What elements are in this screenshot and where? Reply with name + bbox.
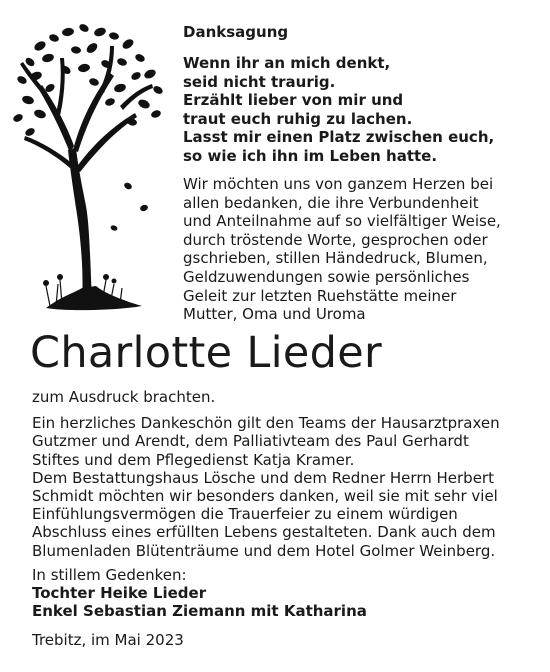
poem-line: seid nicht traurig.	[183, 72, 336, 91]
body-line: Dem Bestattungshaus Lösche und dem Redner Herrn Herbert	[32, 468, 494, 487]
closing-daughter: Tochter Heike Lieder	[32, 584, 207, 603]
poem-line: Erzählt lieber von mir und	[183, 91, 404, 109]
body-line: Blumenladen Blütenträume und dem Hotel Golmer Weinberg.	[32, 541, 496, 560]
body-line: Abschluss eines erfüllten Lebens gestalteten. Dank auch dem	[32, 523, 496, 542]
closing-block	[32, 566, 367, 621]
poem-line: so wie ich ihn im Leben hatte.	[183, 146, 438, 165]
body-text	[32, 388, 532, 560]
poem-line: Lasst mir einen Platz zwischen euch,	[183, 128, 495, 146]
body-line: Schmidt möchten wir besonders danken, weil sie mit sehr viel	[32, 487, 498, 506]
deceased-name: Charlotte Lieder	[30, 328, 382, 378]
thanks-line: durch tröstende Worte, gesprochen oder	[183, 230, 488, 249]
closing-grandson: Enkel Sebastian Ziemann mit Katharina	[32, 602, 367, 621]
tree-illustration	[10, 18, 170, 318]
closing-intro: In stillem Gedenken:	[32, 566, 187, 584]
thanks-line: Wir möchten uns von ganzem Herzen bei	[183, 175, 494, 193]
body-line: Einfühlungsvermögen die Trauerfeier zu einem würdigen	[32, 505, 458, 524]
spacer	[32, 406, 532, 414]
poem	[183, 54, 543, 165]
ausdruck-line: zum Ausdruck brachten.	[32, 388, 216, 406]
thanks-line: Mutter, Oma und Uroma	[183, 305, 366, 324]
place-date: Trebitz, im Mai 2023	[32, 631, 184, 649]
thanks-line: und Anteilnahme auf so vielfältiger Weise,	[183, 212, 501, 231]
thanks-line: allen bedanken, die ihre Verbundenheit	[183, 193, 479, 212]
body-line: Stiftes und dem Pflegedienst Katja Kramer.	[32, 450, 355, 469]
heading-danksagung: Danksagung	[183, 23, 289, 41]
poem-line: traut euch ruhig zu lachen.	[183, 109, 413, 128]
thanks-line: Geleit zur letzten Ruehstätte meiner	[183, 286, 457, 305]
thanks-line: gschrieben, stillen Händedruck, Blumen,	[183, 249, 488, 268]
thanks-paragraph	[183, 175, 543, 324]
right-column	[183, 22, 543, 324]
poem-line: Wenn ihr an mich denkt,	[183, 54, 391, 72]
body-line: Gutzmer und Arendt, dem Palliativteam des Paul Gerhardt	[32, 432, 469, 451]
thanks-line: Geldzuwendungen sowie persönliches	[183, 267, 470, 286]
body-line: Ein herzliches Dankeschön gilt den Teams der Hausarztpraxen	[32, 414, 500, 433]
